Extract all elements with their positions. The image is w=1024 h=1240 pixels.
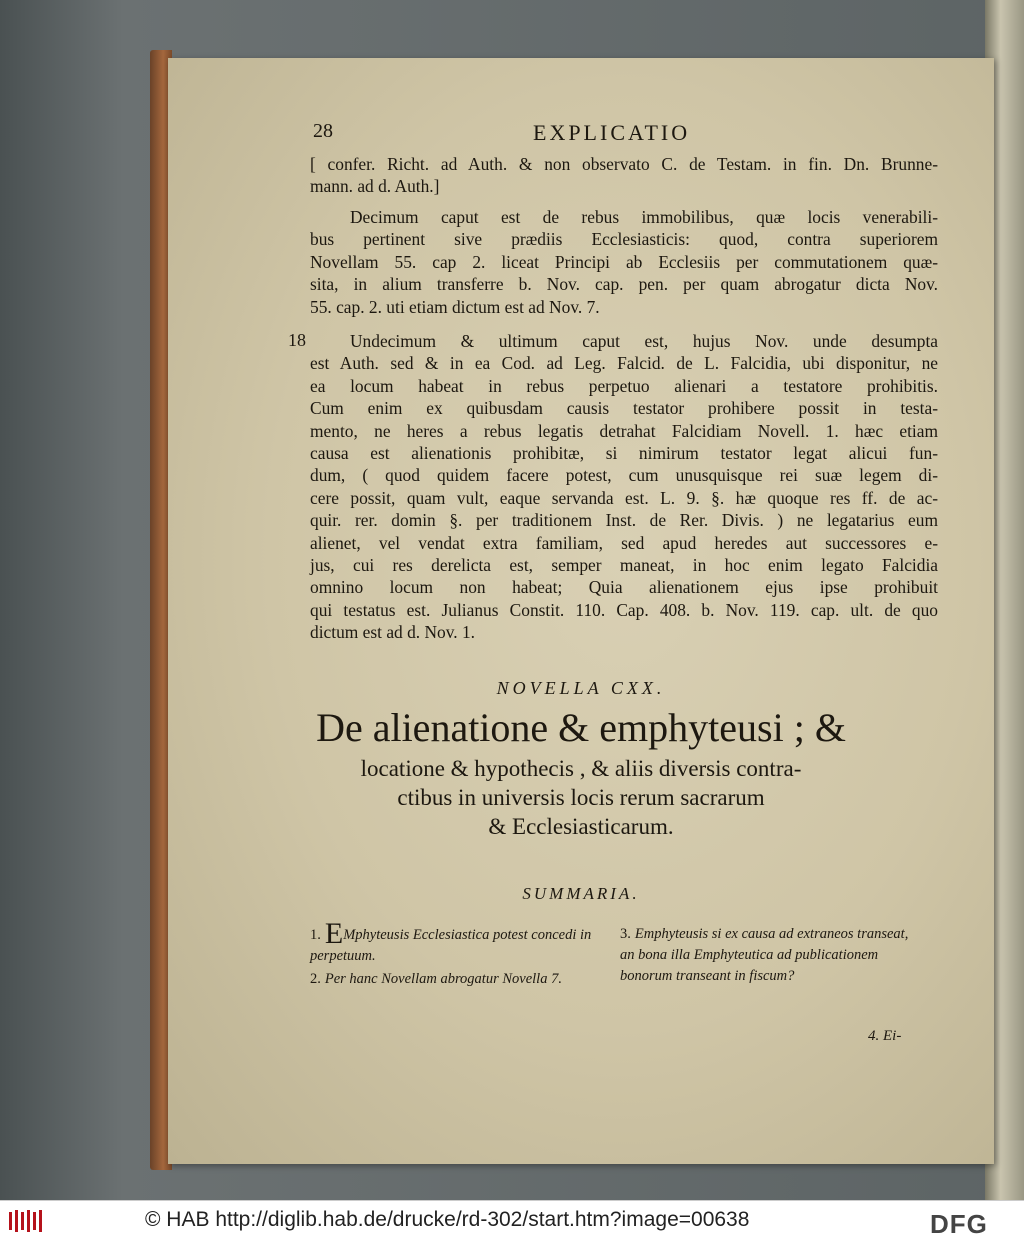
paragraph-2-cont bbox=[310, 228, 938, 318]
paragraph-1 bbox=[310, 153, 938, 198]
summary-number: 3. bbox=[620, 926, 631, 942]
paragraph-3-first bbox=[350, 330, 938, 352]
text-line: jus, cui res derelicta est, semper maneat, in hoc enim legato Falcidia bbox=[310, 555, 938, 576]
summary-text: Mphyteusis Ecclesiastica potest concedi in perpetuum. bbox=[310, 927, 592, 964]
summaria-heading: SUMMARIA. bbox=[522, 884, 640, 903]
text-line: omnino locum non habeat; Quia alienationem ejus ipse prohibuit bbox=[310, 577, 938, 598]
summary-number: 1. bbox=[310, 927, 321, 943]
summary-item bbox=[310, 917, 610, 967]
dfg-logo: DFG bbox=[930, 1209, 988, 1239]
image-credit-link[interactable]: © HAB http://diglib.hab.de/drucke/rd-302/start.htm?image=00638 bbox=[145, 1208, 750, 1231]
text-line: mann. ad d. Auth.] bbox=[310, 176, 440, 197]
text-line: quir. rer. domin §. per traditionem Inst. de Rer. Divis. ) ne legatarius eum bbox=[310, 510, 938, 531]
text-line: mento, ne heres a rebus legatis detrahat Falcidiam Novell. 1. hæc etiam bbox=[310, 420, 938, 441]
catchword: 4. Ei- bbox=[868, 1028, 902, 1044]
text-line: Undecimum & ultimum caput est, hujus Nov. unde desumpta bbox=[350, 331, 938, 351]
text-line: Decimum caput est de rebus immobilibus, quæ locis venerabili- bbox=[350, 207, 938, 227]
book-page bbox=[168, 58, 994, 1164]
margin-number: 18 bbox=[288, 330, 306, 350]
text-line: [ confer. Richt. ad Auth. & non observato C. de Testam. in fin. Dn. Brunne- bbox=[310, 154, 938, 174]
text-line: Novellam 55. cap 2. liceat Principi ab Ecclesiis per commutationem quæ- bbox=[310, 251, 938, 272]
text-line: sita, in alium transferre b. Nov. cap. pen. per quam abrogatur dicta Nov. bbox=[310, 274, 938, 295]
text-line: Cum enim ex quibusdam causis testator prohibere possit in testa- bbox=[310, 398, 938, 419]
summary-item bbox=[310, 969, 610, 990]
text-line: causa est alienationis prohibitæ, si nimirum testator legat alicui fun- bbox=[310, 443, 938, 464]
summary-text: Per hanc Novellam abrogatur Novella 7. bbox=[324, 971, 562, 987]
text-line: ea locum habeat in rebus perpetuo alienari a testatore prohibitis. bbox=[310, 375, 938, 396]
text-line: dum, ( quod quidem facere potest, cum unusquisque rei suæ legem di- bbox=[310, 465, 938, 486]
novella-subtitle bbox=[168, 754, 994, 841]
summaria-right-column bbox=[620, 924, 920, 989]
summaria-left-column bbox=[310, 917, 610, 992]
summary-number: 2. bbox=[310, 971, 321, 987]
summary-text: Emphyteusis si ex causa ad extraneos transeat, an bona illa Emphyteutica ad publicationem bonorum transeant in fiscum? bbox=[620, 926, 909, 984]
text-line: alienet, vel vendat extra familiam, sed apud heredes aut successores e- bbox=[310, 532, 938, 553]
page-number: 28 bbox=[313, 120, 333, 142]
text-line: est Auth. sed & in ea Cod. ad Leg. Falcid. de L. Falcidia, ubi disponitur, ne bbox=[310, 353, 938, 374]
novella-title: De alienatione & emphyteusi ; & bbox=[316, 705, 846, 750]
footer-bar bbox=[0, 1200, 1024, 1240]
subtitle-line: ctibus in universis locis rerum sacrarum bbox=[397, 785, 765, 810]
novella-heading: NOVELLA CXX. bbox=[496, 678, 666, 698]
text-line: qui testatus est. Julianus Constit. 110. Cap. 408. b. Nov. 119. cap. ult. de quo bbox=[310, 599, 938, 620]
subtitle-line: & Ecclesiasticarum. bbox=[488, 814, 674, 839]
paragraph-2 bbox=[310, 206, 938, 228]
text-line: bus pertinent sive prædiis Ecclesiasticis: quod, contra superiorem bbox=[310, 229, 938, 250]
summary-item bbox=[620, 924, 920, 987]
text-line: dictum est ad d. Nov. 1. bbox=[310, 622, 476, 643]
running-title: EXPLICATIO bbox=[533, 120, 691, 145]
drop-cap: E bbox=[324, 917, 344, 950]
subtitle-line: locatione & hypothecis , & aliis diversis contra- bbox=[360, 756, 802, 781]
text-line: 55. cap. 2. uti etiam dictum est ad Nov. 7. bbox=[310, 296, 600, 317]
hab-logo-icon bbox=[6, 1208, 44, 1234]
paragraph-3 bbox=[310, 352, 938, 643]
text-line: cere possit, quam vult, eaque servanda est. L. 9. §. hæ quoque res ff. de ac- bbox=[310, 487, 938, 508]
